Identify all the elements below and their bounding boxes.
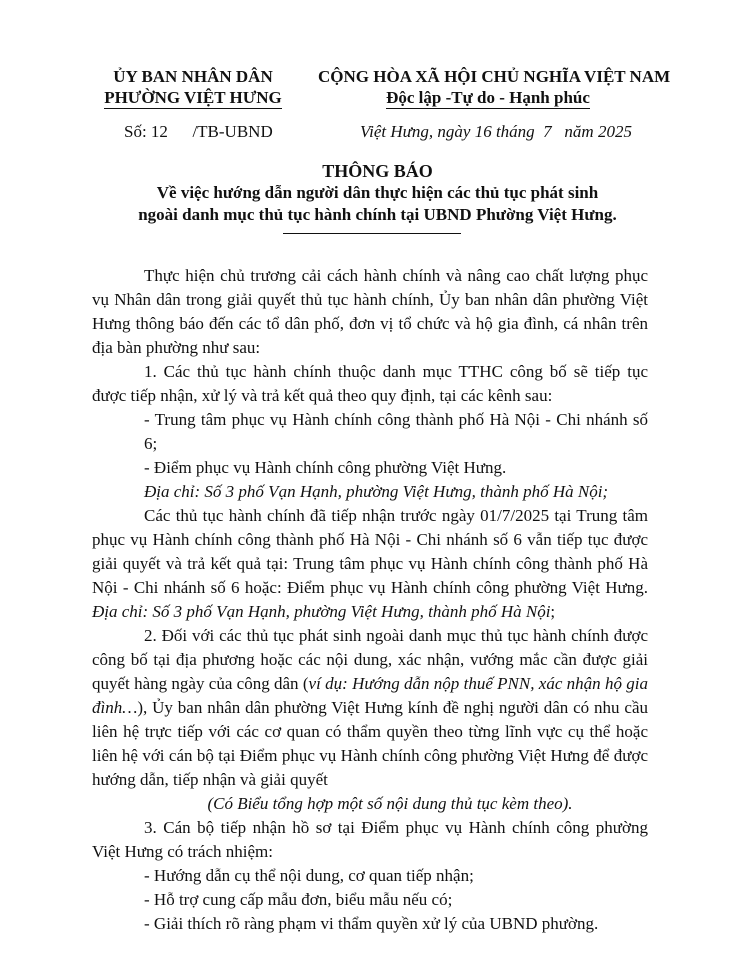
item-1-channel-a: - Trung tâm phục vụ Hành chính công thành phố Hà Nội - Chi nhánh số 6; xyxy=(144,410,648,453)
item-3-duty-b: - Hỗ trợ cung cấp mẫu đơn, biểu mẫu nếu có; xyxy=(144,890,453,909)
title-sub-line2: ngoài danh mục thủ tục hành chính tại UBND Phường Việt Hưng. xyxy=(138,205,617,224)
item-2-example: ví dụ: Hướng dẫn nộp thuế PNN, xác nhận hộ gia đình… xyxy=(92,674,649,717)
agency-name-line2-text: PHƯỜNG VIỆT HƯNG xyxy=(104,88,282,107)
item-1: 1. Các thủ tục hành chính thuộc danh mục TTHC công bố sẽ tiếp tục được tiếp nhận, xử lý và trả kết quả theo quy định, tại các kênh sau: xyxy=(92,362,648,405)
item-1-paragraph-text: Các thủ tục hành chính đã tiếp nhận trước ngày 01/7/2025 tại Trung tâm phục vụ Hành chính công thành phố Hà Nội - Chi nhánh số 6 vẫn tiếp tục được giải quyết và trả kết quả tại: Trung tâm phục vụ Hành chính công thành phố Hà Nội - Chi nhánh số 6 hoặc: Điểm phục vụ Hành chính công phường Việt Hưng. xyxy=(92,506,648,597)
item-1-address: Địa chỉ: Số 3 phố Vạn Hạnh, phường Việt Hưng, thành phố Hà Nội; xyxy=(144,482,609,501)
intro-paragraph: Thực hiện chủ trương cải cách hành chính và nâng cao chất lượng phục vụ Nhân dân trong giải quyết thủ tục hành chính, Ủy ban nhân dân phường Việt Hưng thông báo đến các tổ dân phố, đơn vị tổ chức và hộ gia đình, cá nhân trên địa bàn phường như sau: xyxy=(92,266,648,357)
item-1-paragraph-end: ; xyxy=(550,602,556,621)
title-main: THÔNG BÁO xyxy=(322,161,433,181)
item-2-text-end: ), Ủy ban nhân dân phường Việt Hưng kính đề nghị người dân có nhu cầu liên hệ trực tiếp với các cơ quan có thẩm quyền theo từng lĩnh vực cụ thể hoặc liên hệ với cán bộ tại Điểm phục vụ Hành chính công phường Việt Hưng để được hướng dẫn, tiếp nhận và giải quyết xyxy=(92,698,648,789)
item-1-channel-b: - Điểm phục vụ Hành chính công phường Việt Hưng. xyxy=(144,458,507,477)
item-2-note: (Có Biểu tổng hợp một số nội dung thủ tục kèm theo). xyxy=(207,794,573,813)
item-2-text-start: 2. Đối với các thủ tục phát sinh ngoài danh mục thủ tục hành chính được công bố tại địa phương hoặc các nội dung, xác nhận, vướng mắc cần được giải quyết hàng ngày của công dân ( xyxy=(92,626,648,693)
nation-motto-text: Độc lập -Tự do - Hạnh phúc xyxy=(386,88,590,107)
title-divider xyxy=(283,233,461,234)
national-header xyxy=(318,66,671,108)
place-date: Việt Hưng, ngày 16 tháng 7 năm 2025 xyxy=(360,122,632,141)
document-title xyxy=(90,160,665,226)
item-3-duty-a: - Hướng dẫn cụ thể nội dung, cơ quan tiếp nhận; xyxy=(144,866,474,885)
title-sub-line1: Về việc hướng dẫn người dân thực hiện các thủ tục phát sinh xyxy=(156,183,599,202)
item-3-duty-c: - Giải thích rõ ràng phạm vi thẩm quyền xử lý của UBND phường. xyxy=(144,914,599,933)
document-body xyxy=(92,264,648,936)
document-number xyxy=(124,121,273,142)
agency-name-line2 xyxy=(98,87,288,108)
item-1-paragraph-address: Địa chỉ: Số 3 phố Vạn Hạnh, phường Việt Hưng, thành phố Hà Nội xyxy=(92,602,551,621)
nation-motto xyxy=(318,87,658,108)
document-number-label: Số: 12 xyxy=(124,122,168,141)
item-3: 3. Cán bộ tiếp nhận hồ sơ tại Điểm phục vụ Hành chính công phường Việt Hưng có trách nhiệm: xyxy=(92,818,648,861)
agency-name-line1: ỦY BAN NHÂN DÂN xyxy=(113,67,273,86)
item-1-paragraph xyxy=(92,504,648,624)
document-number-suffix: /TB-UBND xyxy=(192,122,273,141)
agency-header xyxy=(98,66,288,108)
nation-title: CỘNG HÒA XÃ HỘI CHỦ NGHĨA VIỆT NAM xyxy=(318,67,671,86)
item-2 xyxy=(92,624,648,792)
